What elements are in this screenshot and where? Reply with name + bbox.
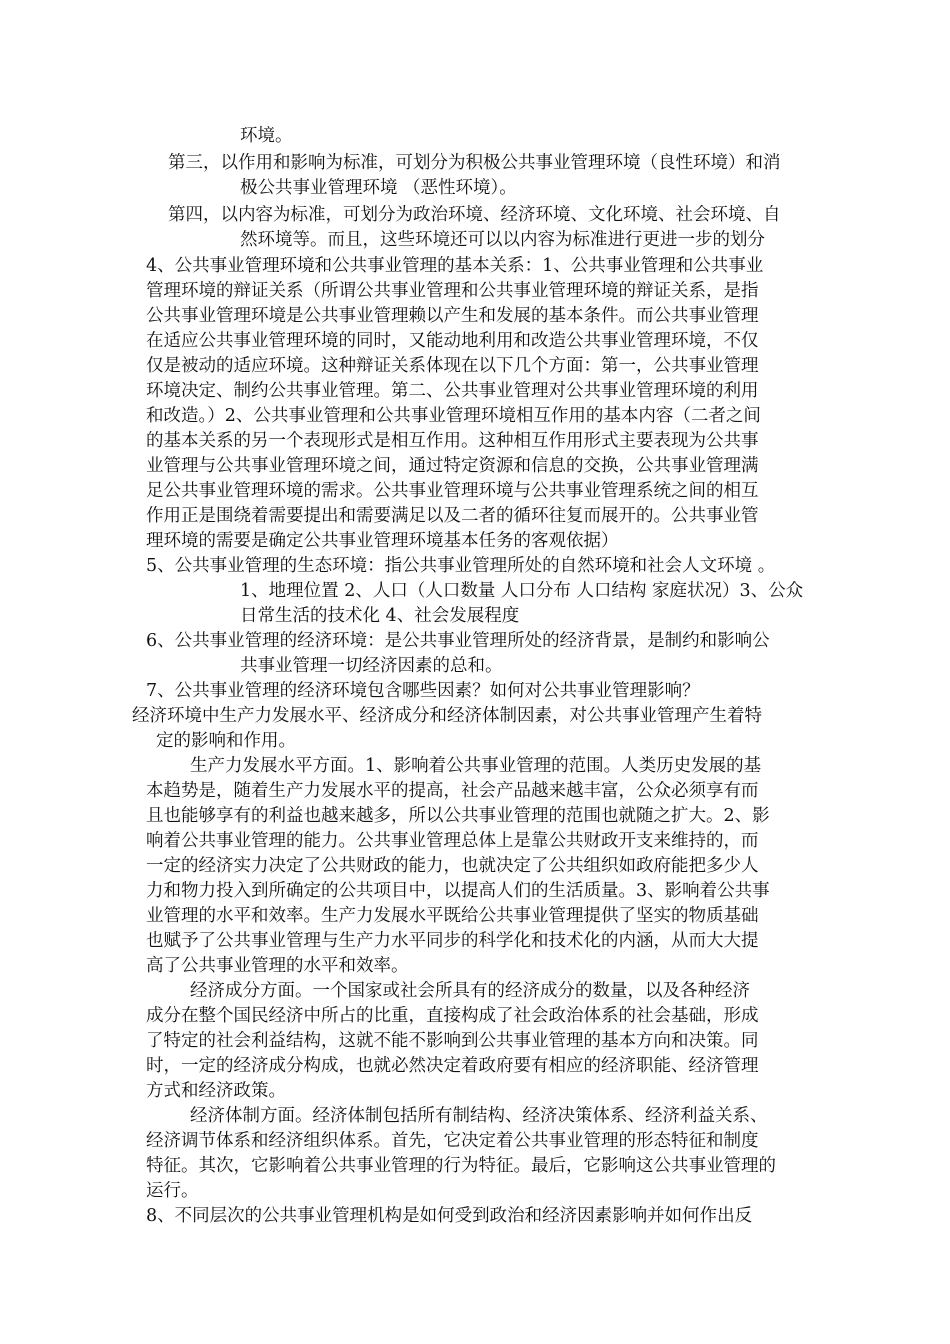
text-line: 仅是被动的适应环境。这种辩证关系体现在以下几个方面：第一，公共事业管理 <box>146 356 759 376</box>
text-line: 时，一定的经济成分构成，也就必然决定着政府要有相应的经济职能、经济管理 <box>146 1056 759 1076</box>
text-line: 5、公共事业管理的生态环境：指公共事业管理所处的自然环境和社会人文环境 。 <box>146 556 776 576</box>
text-line: 环境。 <box>240 126 293 146</box>
text-line: 7、公共事业管理的经济环境包含哪些因素？如何对公共事业管理影响？ <box>146 681 700 701</box>
text-line: 经济成分方面。一个国家或社会所具有的经济成分的数量，以及各种经济 <box>190 981 750 1001</box>
text-line: 成分在整个国民经济中所占的比重，直接构成了社会政治体系的社会基础，形成 <box>146 1006 759 1026</box>
text-line: 业管理的水平和效率。生产力发展水平既给公共事业管理提供了坚实的物质基础 <box>146 906 759 926</box>
text-line: 经济环境中生产力发展水平、经济成分和经济体制因素，对公共事业管理产生着特 <box>132 706 762 726</box>
text-line: 且也能够享有的利益也越来越多，所以公共事业管理的范围也就随之扩大。2、影 <box>146 806 770 826</box>
text-line: 高了公共事业管理的水平和效率。 <box>146 956 409 976</box>
text-line: 第三，以作用和影响为标准，可划分为积极公共事业管理环境（良性环境）和消 <box>168 153 781 173</box>
text-line: 经济调节体系和经济组织体系。首先，它决定着公共事业管理的形态特征和制度 <box>146 1131 759 1151</box>
text-line: 管理环境的辩证关系（所谓公共事业管理和公共事业管理环境的辩证关系，是指 <box>146 281 759 301</box>
text-line: 定的影响和作用。 <box>156 731 296 751</box>
text-line: 8、不同层次的公共事业管理机构是如何受到政治和经济因素影响并如何作出反 <box>146 1206 753 1226</box>
text-line: 共事业管理一切经济因素的总和。 <box>240 656 503 676</box>
text-line: 力和物力投入到所确定的公共项目中，以提高人们的生活质量。3、影响着公共事 <box>146 881 770 901</box>
text-line: 作用正是围绕着需要提出和需要满足以及二者的循环往复而展开的。公共事业管 <box>146 506 759 526</box>
text-line: 理环境的需要是确定公共事业管理环境基本任务的客观依据） <box>146 531 619 551</box>
text-line: 也赋予了公共事业管理与生产力水平同步的科学化和技术化的内涵，从而大大提 <box>146 931 759 951</box>
text-line: 足公共事业管理环境的需求。公共事业管理环境与公共事业管理系统之间的相互 <box>146 481 759 501</box>
text-line: 环境决定、制约公共事业管理。第二、公共事业管理对公共事业管理环境的利用 <box>146 381 759 401</box>
text-line: 的基本关系的另一个表现形式是相互作用。这种相互作用形式主要表现为公共事 <box>146 431 759 451</box>
text-line: 1、地理位置 2、人口（人口数量 人口分布 人口结构 家庭状况）3、公众 <box>240 581 804 601</box>
text-line: 6、公共事业管理的经济环境：是公共事业管理所处的经济背景，是制约和影响公 <box>146 631 770 651</box>
text-line: 本趋势是，随着生产力发展水平的提高，社会产品越来越丰富，公众必须享有而 <box>146 781 759 801</box>
text-line: 然环境等。而且，这些环境还可以以内容为标准进行更进一步的划分 <box>240 230 765 250</box>
text-line: 经济体制方面。经济体制包括所有制结构、经济决策体系、经济利益关系、 <box>190 1106 768 1126</box>
text-line: 了特定的社会利益结构，这就不能不影响到公共事业管理的基本方向和决策。同 <box>146 1031 759 1051</box>
text-line: 4、公共事业管理环境和公共事业管理的基本关系：1、公共事业管理和公共事业 <box>146 256 764 276</box>
text-line: 业管理与公共事业管理环境之间，通过特定资源和信息的交换，公共事业管理满 <box>146 456 759 476</box>
text-line: 公共事业管理环境是公共事业管理赖以产生和发展的基本条件。而公共事业管理 <box>146 306 759 326</box>
text-line: 日常生活的技术化 4、社会发展程度 <box>240 606 520 626</box>
text-line: 极公共事业管理环境 （恶性环境）。 <box>240 178 517 198</box>
text-line: 一定的经济实力决定了公共财政的能力，也就决定了公共组织如政府能把多少人 <box>146 856 759 876</box>
text-line: 特征。其次，它影响着公共事业管理的行为特征。最后，它影响这公共事业管理的 <box>146 1156 776 1176</box>
text-line: 生产力发展水平方面。1、影响着公共事业管理的范围。人类历史发展的基 <box>190 756 762 776</box>
text-line: 和改造。）2、公共事业管理和公共事业管理环境相互作用的基本内容（二者之间 <box>146 406 761 426</box>
text-line: 第四，以内容为标准，可划分为政治环境、经济环境、文化环境、社会环境、自 <box>168 205 781 225</box>
text-line: 在适应公共事业管理环境的同时，又能动地利用和改造公共事业管理环境，不仅 <box>146 331 759 351</box>
text-line: 运行。 <box>146 1181 199 1201</box>
text-line: 响着公共事业管理的能力。公共事业管理总体上是靠公共财政开支来维持的，而 <box>146 831 759 851</box>
text-line: 方式和经济政策。 <box>146 1081 286 1101</box>
